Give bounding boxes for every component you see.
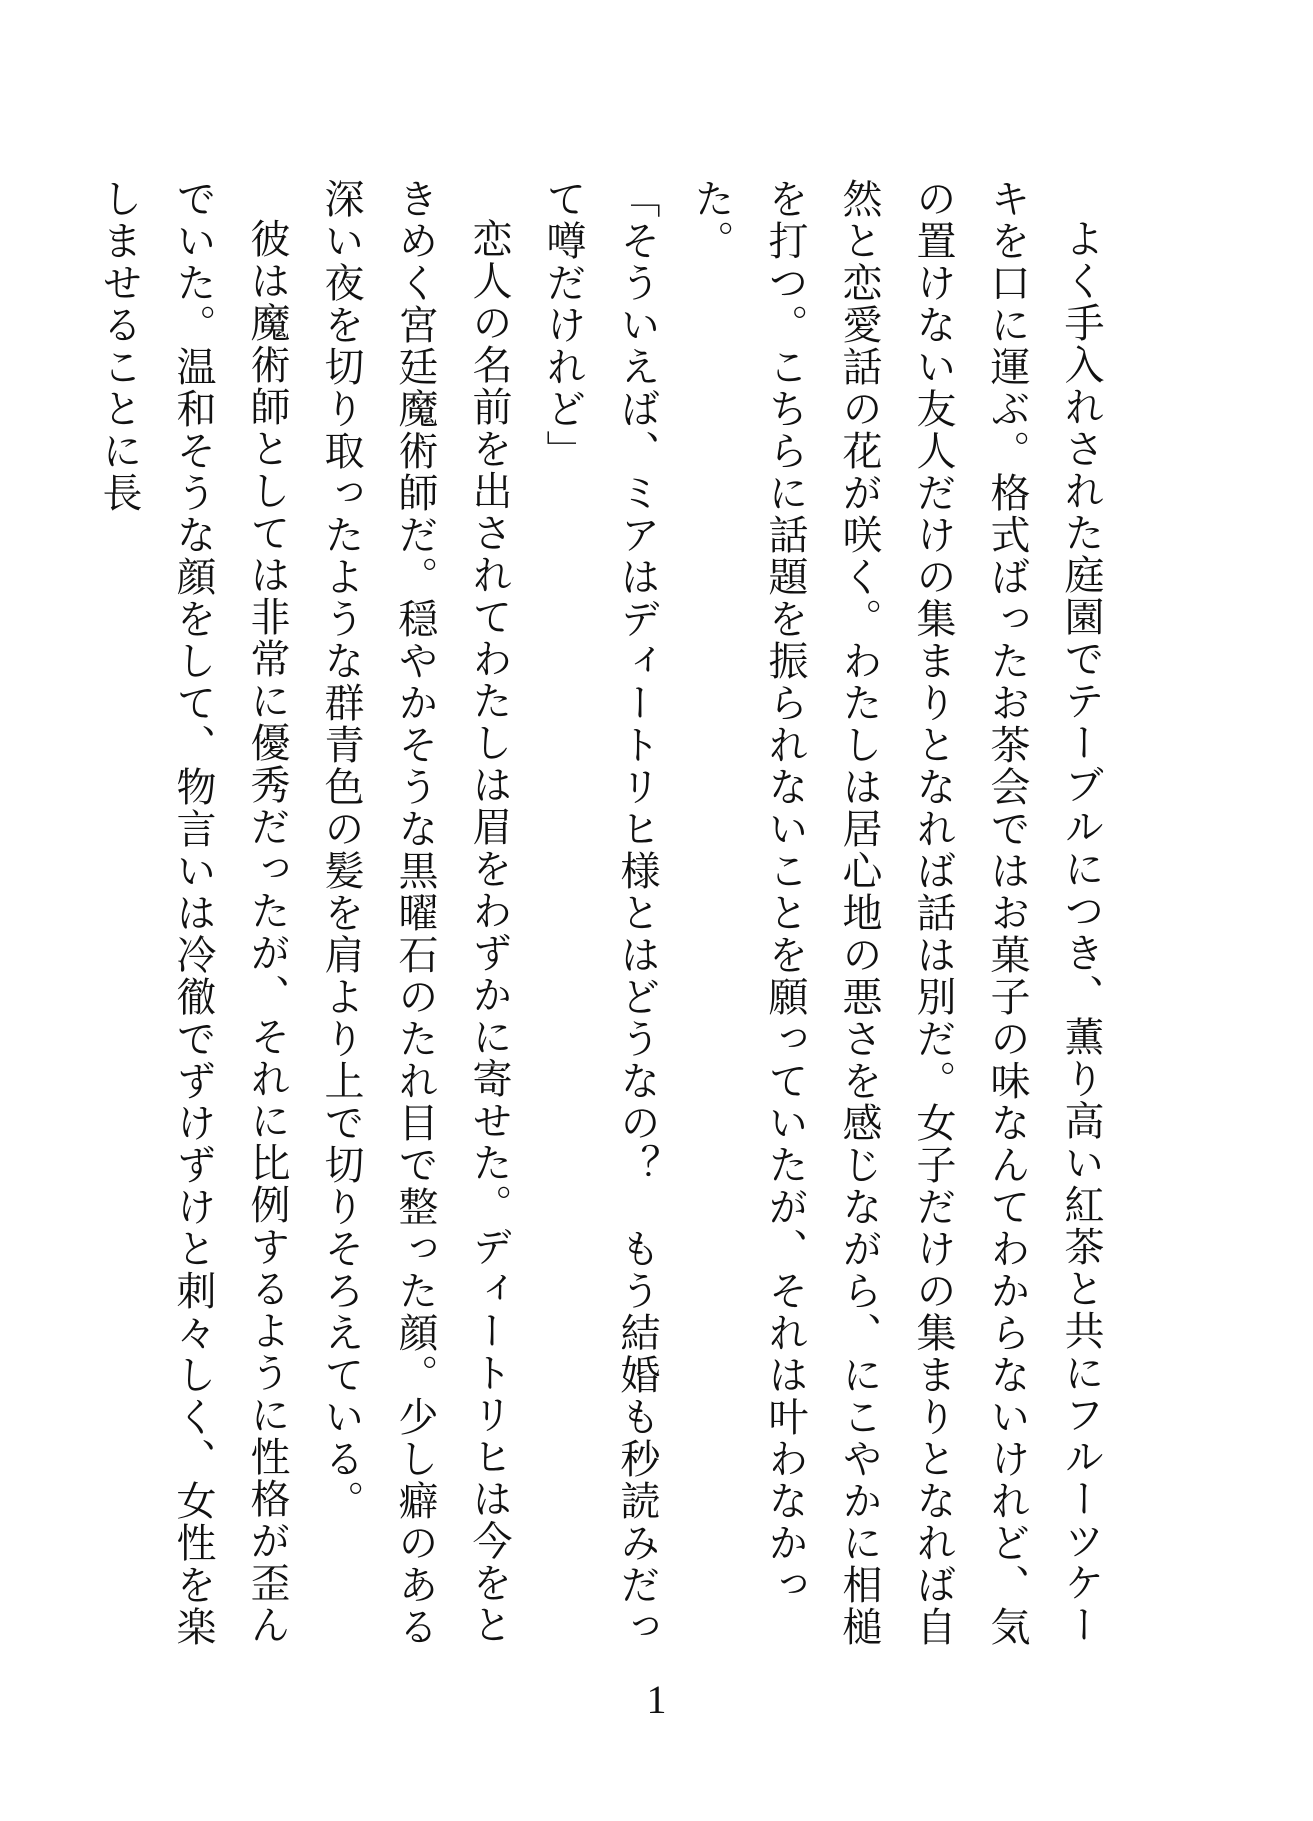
page-number: 1 [646,1677,667,1722]
paragraph-dialogue-question: 「そういえば、ミアはディートリヒ様とはどうなの？ もう結婚も秒読みだって噂だけれど」 [540,178,660,1648]
vertical-text-body [96,178,1118,1648]
paragraph-tea-party: よく手入れされた庭園でテーブルにつき、薫り高い紅茶と共にフルーツケーキを口に運ぶ。格式ばったお茶会ではお菓子の味なんてわからないけれど、気の置けない友人だけの集まりとなれば話は別だ。女子だけの集まりとなれば自然と恋愛話の花が咲く。わたしは居心地の悪さを感じながら、にこやかに相槌を打つ。こちらに話題を振られないことを願っていたが、それは叶わなかった。 [688,178,1104,1648]
paragraph-lover-description: 恋人の名前を出されてわたしは眉をわずかに寄せた。ディートリヒは今をときめく宮廷魔術師だ。穏やかそうな黒曜石のたれ目で整った顔。少し癖のある深い夜を切り取ったような群青色の髪を肩より上で切りそろえている。 [318,178,512,1648]
paragraph-personality: 彼は魔術師としては非常に優秀だったが、それに比例するように性格が歪んでいた。温和そうな顔をして、物言いは冷徹でずけずけと刺々しく、女性を楽しませることに長 [96,178,290,1648]
